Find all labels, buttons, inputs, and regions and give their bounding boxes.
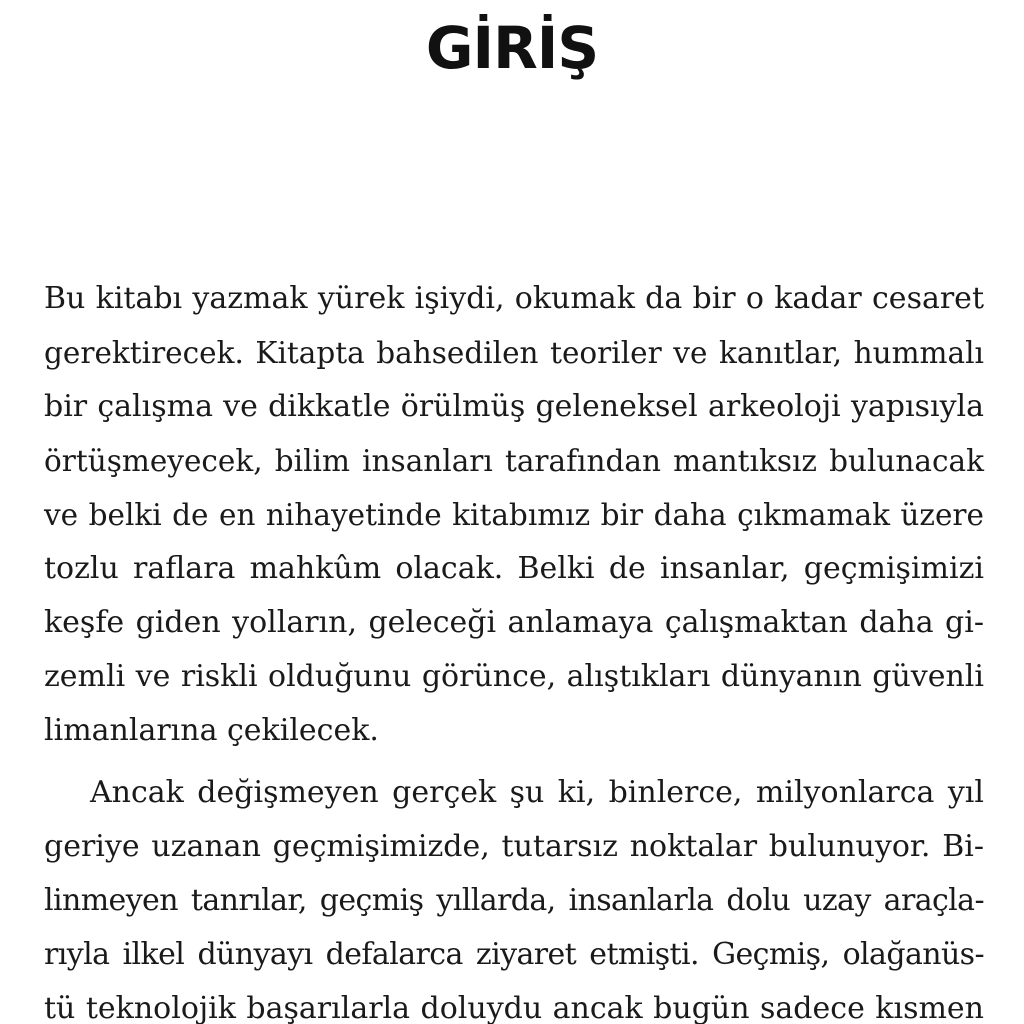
text-line: geriye uzanan geçmişimizde, tutarsız noktalar bulunuyor. Bi- xyxy=(44,829,984,864)
text-line: zemli ve riskli olduğunu görünce, alıştıkları dünyanın güvenli xyxy=(44,659,984,694)
paragraph-gap xyxy=(44,758,984,766)
paragraph-2 xyxy=(44,766,984,1024)
text-line: örtüşmeyecek, bilim insanları tarafından mantıksız bulunacak xyxy=(44,444,984,478)
text-line: bir çalışma ve dikkatle örülmüş geleneksel arkeoloji yapısıyla xyxy=(44,389,984,424)
body-text xyxy=(44,272,984,1024)
chapter-title: GİRİŞ xyxy=(425,14,599,82)
text-line: ve belki de en nihayetinde kitabımız bir daha çıkmamak üzere xyxy=(44,498,984,532)
text-line: gerektirecek. Kitapta bahsedilen teoriler ve kanıtlar, hummalı xyxy=(44,336,984,370)
text-line: rıyla ilkel dünyayı defalarca ziyaret etmişti. Geçmiş, olağanüs- xyxy=(44,937,984,972)
paragraph-1 xyxy=(44,272,984,758)
text-line: linmeyen tanrılar, geçmiş yıllarda, insanlarla dolu uzay araçla- xyxy=(44,883,984,918)
text-line: Bu kitabı yazmak yürek işiydi, okumak da bir o kadar cesaret xyxy=(44,281,984,316)
text-line: limanlarına çekilecek. xyxy=(44,713,379,748)
text-line: Ancak değişmeyen gerçek şu ki, binlerce, milyonlarca yıl xyxy=(90,775,984,810)
text-line: tü teknolojik başarılarla doluydu ancak bugün sadece kısmen xyxy=(44,991,984,1024)
text-line: tozlu raflara mahkûm olacak. Belki de insanlar, geçmişimizi xyxy=(44,551,984,586)
text-line: keşfe giden yolların, geleceği anlamaya çalışmaktan daha gi- xyxy=(44,605,984,640)
